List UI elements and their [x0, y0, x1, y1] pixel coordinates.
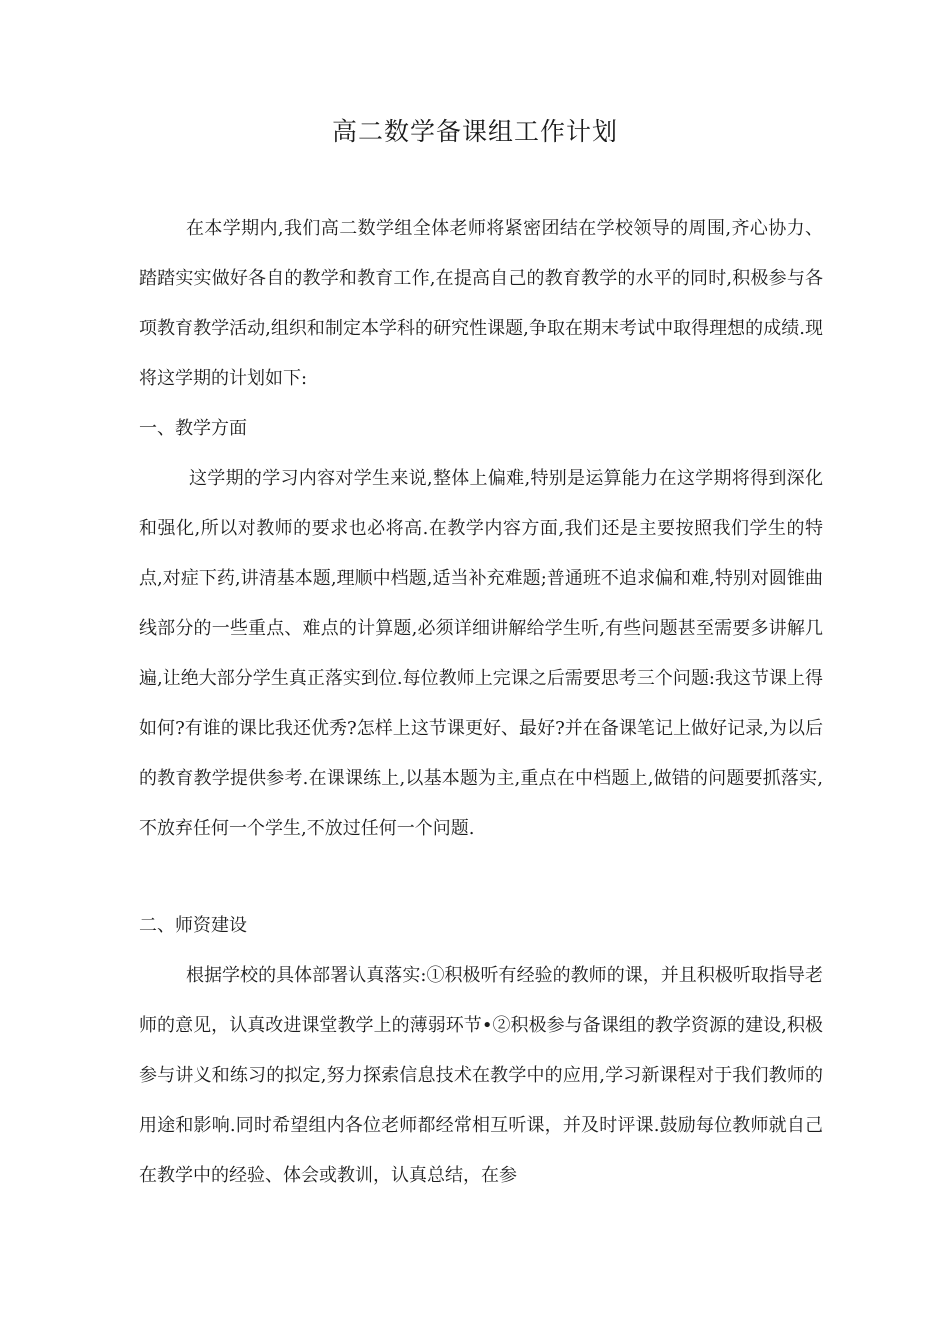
- section-heading-staff: 二、师资建设: [139, 915, 247, 936]
- teaching-paragraph: 这学期的学习内容对学生来说,整体上偏难,特别是运算能力在这学期将得到深化和强化,所以对教师的要求也必将高.在教学内容方面,我们还是主要按照我们学生的特点,对症下药,讲清基本题,理顺中档题,适当补充难题;普通班不追求偏和难,特别对圆锥曲线部分的一些重点、难点的计算题,必须详细讲解给学生听,有些问题甚至需要多讲解几遍,让绝大部分学生真正落实到位.每位教师上完课之后需要思考三个问题:我这节课上得如何?有谁的课比我还优秀?怎样上这节课更好、最好?并在备课笔记上做好记录,为以后的教育教学提供参考.在课课练上,以基本题为主,重点在中档题上,做错的问题要抓落实,不放弃任何一个学生,不放过任何一个问题.: [139, 468, 823, 839]
- document-title: 高二数学备课组工作计划: [331, 117, 618, 146]
- intro-paragraph: 在本学期内,我们高二数学组全体老师将紧密团结在学校领导的周围,齐心协力、踏踏实实做好各自的教学和教育工作,在提高自己的教育教学的水平的同时,积极参与各项教育教学活动,组织和制定本学科的研究性课题,争取在期末考试中取得理想的成绩.现将这学期的计划如下:: [139, 218, 823, 389]
- section-heading-teaching: 一、教学方面: [139, 418, 247, 439]
- staff-paragraph: 根据学校的具体部署认真落实:①积极听有经验的教师的课，并且积极听取指导老师的意见，认真改进课堂教学上的薄弱环节•②积极参与备课组的教学资源的建设,积极参与讲义和练习的拟定,努力探索信息技术在教学中的应用,学习新课程对于我们教师的用途和影响.同时希望组内各位老师都经常相互听课，并及时评课.鼓励每位教师就自己在教学中的经验、体会或教训，认真总结，在参: [139, 965, 823, 1186]
